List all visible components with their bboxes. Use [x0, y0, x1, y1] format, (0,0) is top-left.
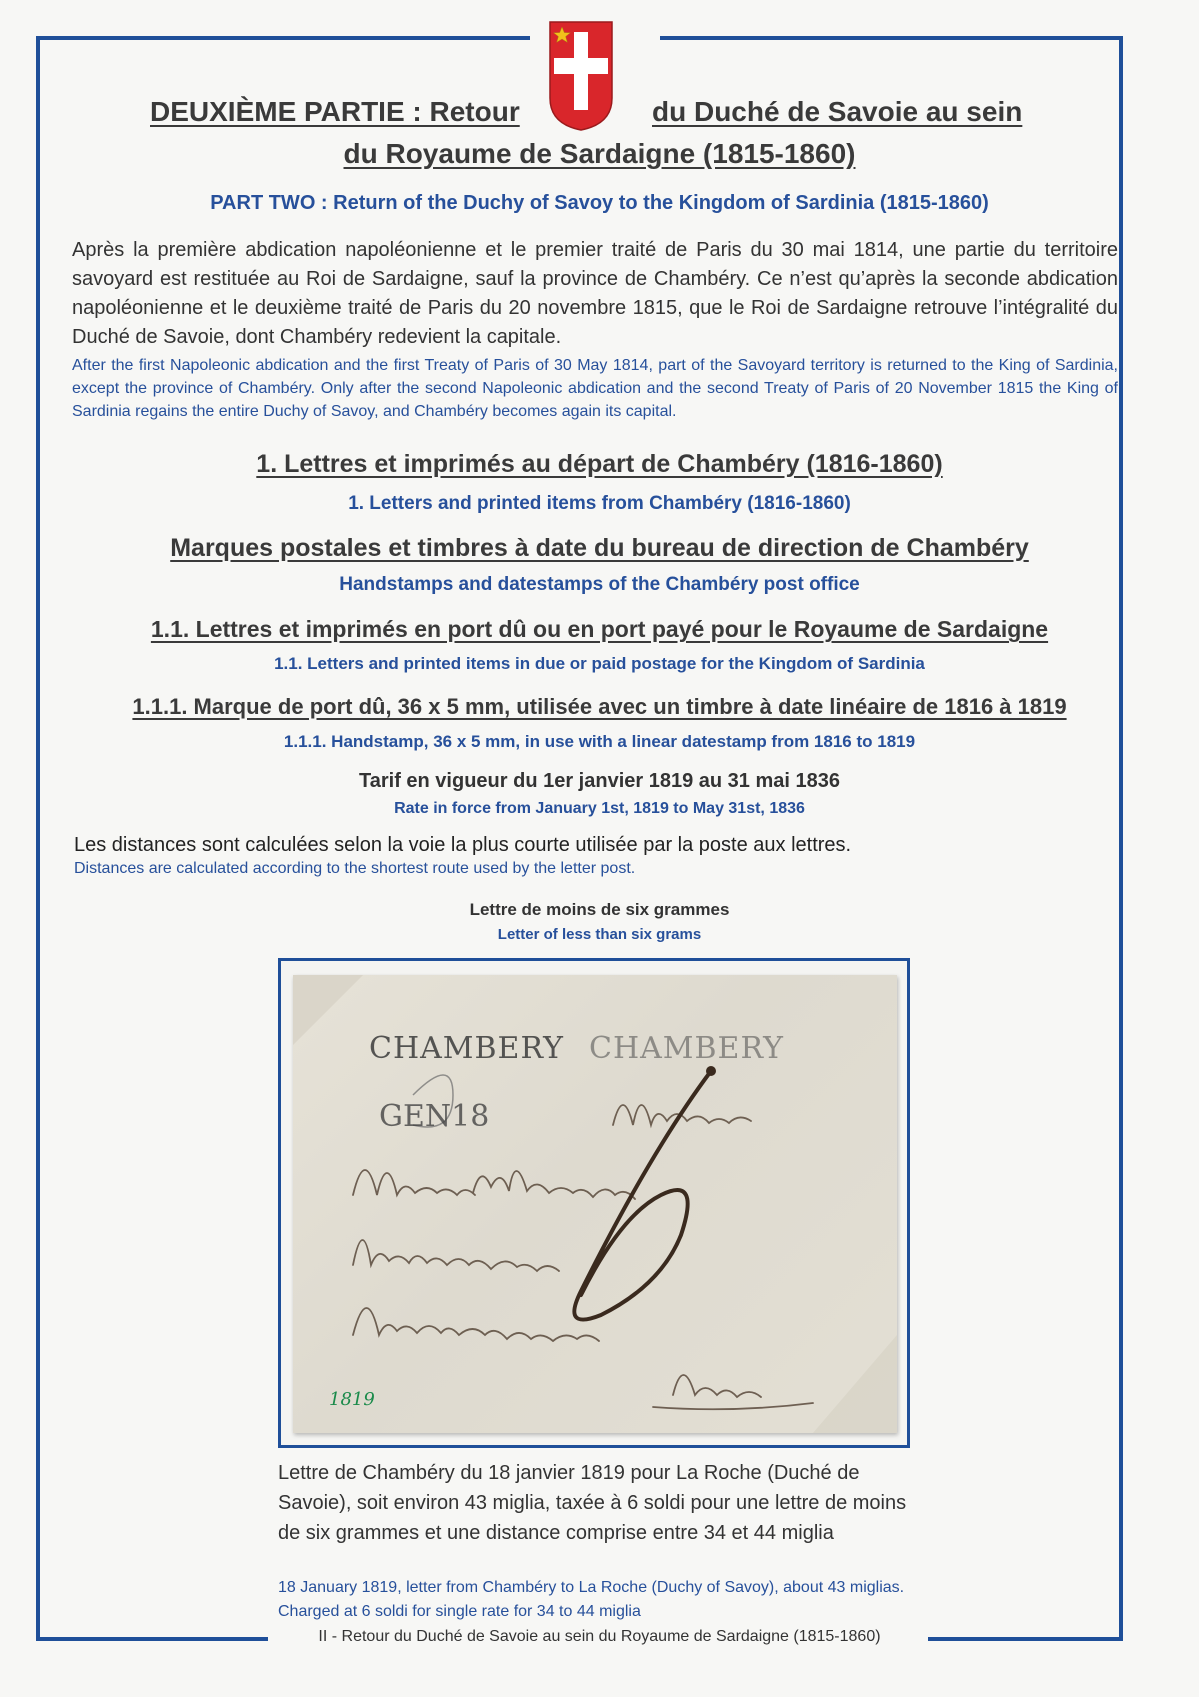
caption-fr: Lettre de Chambéry du 18 janvier 1819 pour La Roche (Duché de Savoie), soit environ 43 miglia, taxée à 6 soldi pour une lettre de moins de six grammes et une distance comprise entre 34 et 44 miglia: [278, 1462, 907, 1544]
tarif-fr: Tarif en vigueur du 1er janvier 1819 au 31 mai 1836: [359, 770, 840, 792]
letter-type-fr: Lettre de moins de six grammes: [469, 900, 730, 919]
title-english: PART TWO : Return of the Duchy of Savoy to the Kingdom of Sardinia (1815-1860): [210, 192, 989, 214]
marques-heading-fr: Marques postales et timbres à date du bureau de direction de Chambéry: [170, 534, 1029, 562]
chambery-stamp-1: CHAMBERY: [369, 1031, 564, 1066]
page-footer: II - Retour du Duché de Savoie au sein du Royaume de Sardaigne (1815-1860): [318, 1628, 881, 1645]
intro-en: After the first Napoleonic abdication and the first Treaty of Paris of 30 May 1814, part of the Savoyard territory is returned to the King of Sardinia, except the province of Chambéry. Only after the second Napoleonic abdication and the second Treaty of Paris of 20 November 1815 the King of Sardinia regains the entire Duchy of Savoy, and Chambéry becomes again its capital.: [72, 357, 1118, 420]
title-line1-left: DEUXIÈME PARTIE : Retour: [150, 96, 520, 127]
marques-heading-en: Handstamps and datestamps of the Chambéry post office: [339, 574, 860, 595]
section11-heading-en: 1.1. Letters and printed items in due or paid postage for the Kingdom of Sardinia: [274, 654, 925, 673]
section11-heading-fr: 1.1. Lettres et imprimés en port dû ou en port payé pour le Royaume de Sardaigne: [150, 616, 1049, 642]
section111-heading-en: 1.1.1. Handstamp, 36 x 5 mm, in use with a linear datestamp from 1816 to 1819: [283, 732, 916, 751]
title-line1-right: du Duché de Savoie au sein: [652, 96, 1023, 127]
distances-fr: Les distances sont calculées selon la voie la plus courte utilisée par la poste aux lettres.: [74, 834, 852, 856]
section111-heading-fr: 1.1.1. Marque de port dû, 36 x 5 mm, utilisée avec un timbre à date linéaire de 1816 à 1819: [132, 694, 1067, 719]
date-pencil-note: 1819: [329, 1389, 375, 1410]
title-line2: du Royaume de Sardaigne (1815-1860): [343, 138, 856, 169]
distances-en: Distances are calculated according to the shortest route used by the letter post.: [74, 860, 636, 877]
letter-photo: [278, 958, 910, 1448]
letter-sheet: [293, 975, 897, 1433]
letter-type-en: Letter of less than six grams: [497, 926, 702, 943]
linear-datestamp: GEN18: [379, 1099, 490, 1134]
caption-en: 18 January 1819, letter from Chambéry to La Roche (Duchy of Savoy), about 43 miglias. Charged at 6 soldi for single rate for 34 to 44 miglia: [278, 1579, 905, 1620]
intro-fr: Après la première abdication napoléonienne et le premier traité de Paris du 30 mai 1814, une partie du territoire savoyard est restituée au Roi de Sardaigne, sauf la province de Chambéry. Ce n’est qu’après la seconde abdication napoléonienne et le deuxième traité de Paris du 20 novembre 1815, que le Roi de Sardaigne retrouve l’intégralité du Duché de Savoie, dont Chambéry redevient la capitale.: [72, 239, 1118, 348]
tarif-en: Rate in force from January 1st, 1819 to May 31st, 1836: [394, 800, 805, 817]
chambery-stamp-2: CHAMBERY: [589, 1031, 784, 1066]
section1-heading-fr: 1. Lettres et imprimés au départ de Chambéry (1816-1860): [256, 450, 943, 478]
savoy-crest-icon: [548, 20, 614, 132]
section1-heading-en: 1. Letters and printed items from Chambéry (1816-1860): [348, 493, 851, 514]
